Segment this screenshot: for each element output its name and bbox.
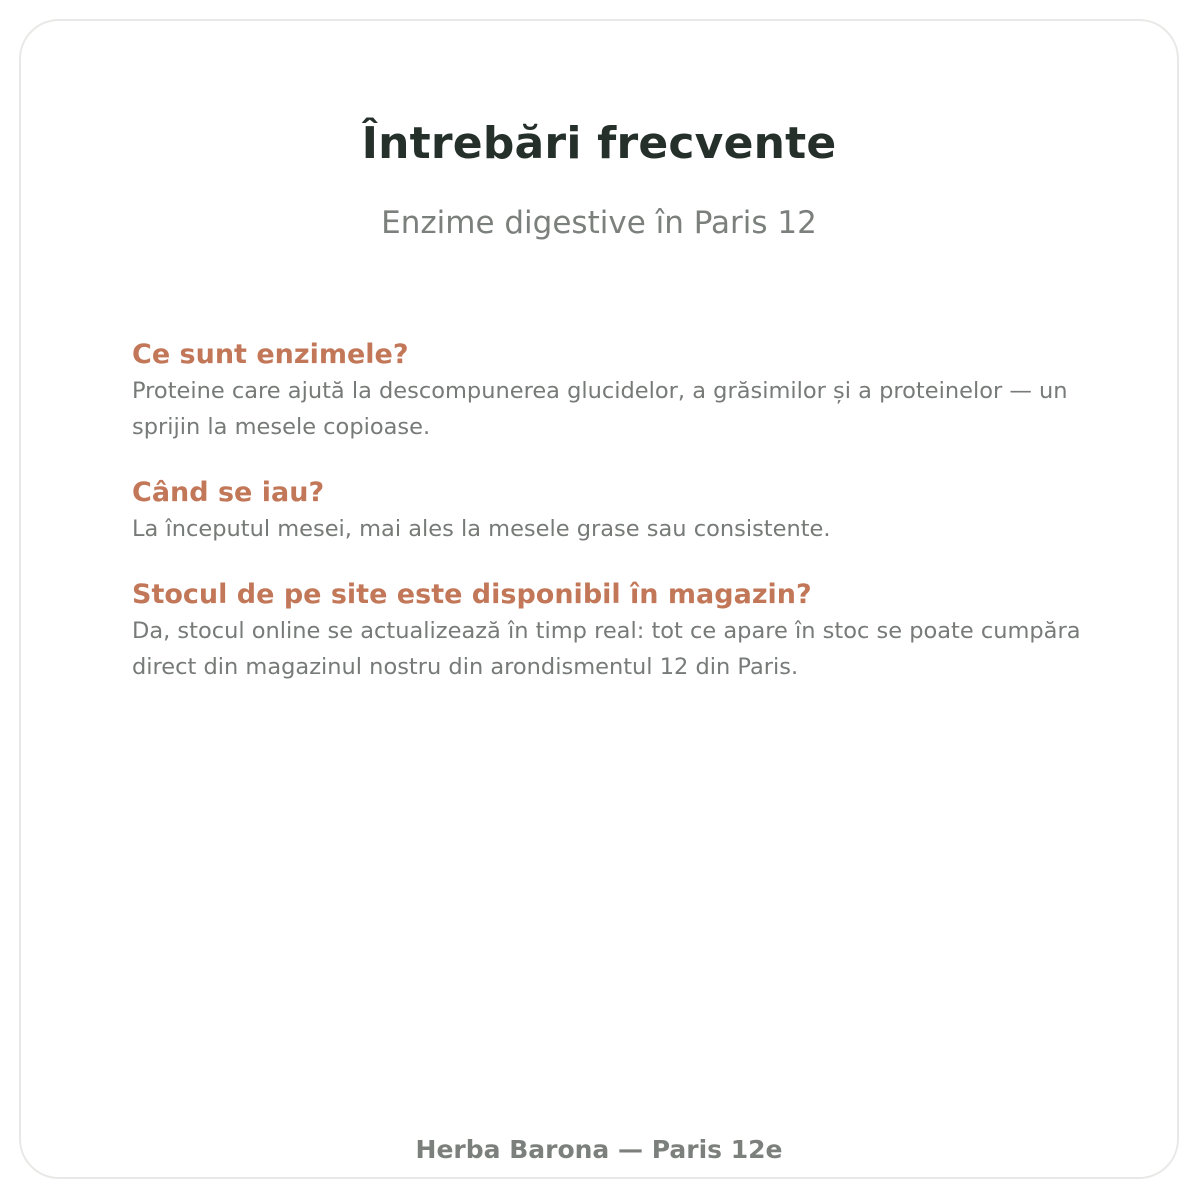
faq-question: Când se iau? (132, 477, 325, 508)
faq-list (132, 337, 1092, 685)
faq-answer: Da, stocul online se actualizează în timp real: tot ce apare în stoc se poate cumpăra direct din magazinul nostru din arondismentul 12 din Paris. (132, 618, 1081, 680)
faq-question: Stocul de pe site este disponibil în magazin? (132, 579, 812, 610)
footer-brand: Herba Barona — Paris 12e (415, 1135, 783, 1164)
faq-item (132, 475, 1092, 547)
faq-item (132, 577, 1092, 685)
faq-card (19, 19, 1179, 1179)
page-title: Întrebări frecvente (361, 118, 837, 169)
faq-question: Ce sunt enzimele? (132, 339, 409, 370)
faq-item (132, 337, 1092, 445)
page-subtitle: Enzime digestive în Paris 12 (381, 205, 817, 241)
faq-answer: La începutul mesei, mai ales la mesele grase sau consistente. (132, 516, 831, 542)
faq-answer: Proteine care ajută la descompunerea glucidelor, a grăsimilor și a proteinelor — un sprijin la mesele copioase. (132, 378, 1068, 440)
